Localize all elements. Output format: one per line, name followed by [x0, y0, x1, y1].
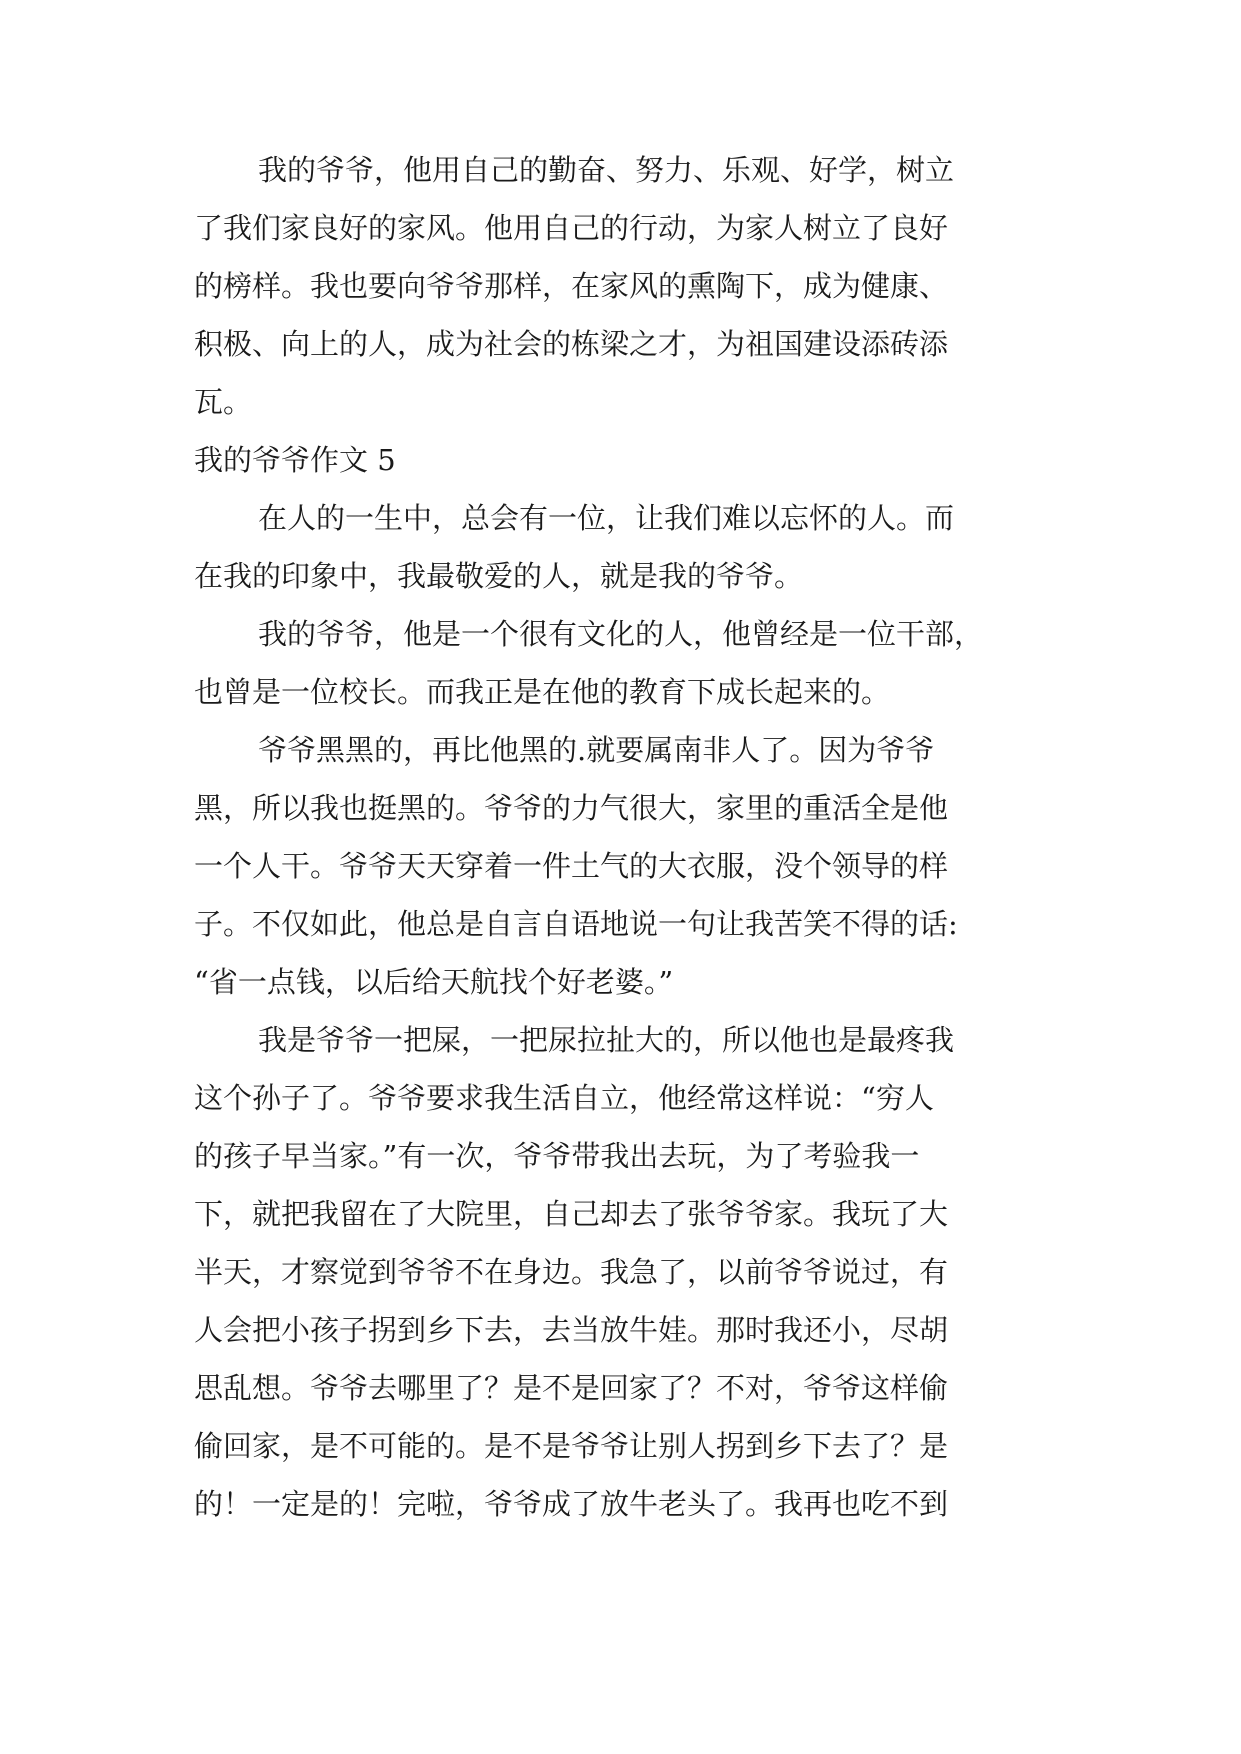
text-line: 也曾是一位校长。而我正是在他的教育下成长起来的。 [194, 675, 891, 709]
text-line: 黑，所以我也挺黑的。爷爷的力气很大，家里的重活全是他 [194, 791, 949, 825]
text-line: 的孩子早当家。”有一次，爷爷带我出去玩，为了考验我一 [194, 1139, 920, 1173]
text-line: 下，就把我留在了大院里，自己却去了张爷爷家。我玩了大 [194, 1197, 949, 1231]
text-line: 我的爷爷，他是一个很有文化的人，他曾经是一位干部， [258, 617, 984, 651]
text-line: 积极、向上的人，成为社会的栋梁之才，为祖国建设添砖添 [194, 327, 949, 361]
text-line: 一个人干。爷爷天天穿着一件土气的大衣服，没个领导的样 [194, 849, 949, 883]
text-line: 半天，才察觉到爷爷不在身边。我急了，以前爷爷说过，有 [194, 1255, 949, 1289]
section-heading: 我的爷爷作文 5 [194, 443, 396, 477]
text-line: 的榜样。我也要向爷爷那样，在家风的熏陶下，成为健康、 [194, 269, 949, 303]
text-line: 了我们家良好的家风。他用自己的行动，为家人树立了良好 [194, 211, 949, 245]
text-line: 子。不仅如此，他总是自言自语地说一句让我苦笑不得的话: [194, 907, 958, 941]
text-line: 的！一定是的！完啦，爷爷成了放牛老头了。我再也吃不到 [194, 1487, 949, 1521]
text-line: 我的爷爷，他用自己的勤奋、努力、乐观、好学，树立 [258, 153, 955, 187]
text-line: 思乱想。爷爷去哪里了？是不是回家了？不对，爷爷这样偷 [194, 1371, 949, 1405]
text-line: 这个孙子了。爷爷要求我生活自立，他经常这样说：“穷人 [194, 1081, 934, 1115]
text-line: 人会把小孩子拐到乡下去，去当放牛娃。那时我还小，尽胡 [194, 1313, 949, 1347]
text-line: 爷爷黑黑的，再比他黑的.就要属南非人了。因为爷爷 [258, 733, 935, 767]
text-line: “省一点钱，以后给天航找个好老婆。” [194, 965, 674, 999]
text-line: 我是爷爷一把屎，一把尿拉扯大的，所以他也是最疼我 [258, 1023, 955, 1057]
text-line: 在人的一生中，总会有一位，让我们难以忘怀的人。而 [258, 501, 955, 535]
text-line: 在我的印象中，我最敬爱的人，就是我的爷爷。 [194, 559, 804, 593]
text-line: 偷回家，是不可能的。是不是爷爷让别人拐到乡下去了？是 [194, 1429, 949, 1463]
text-line: 瓦。 [194, 385, 253, 419]
